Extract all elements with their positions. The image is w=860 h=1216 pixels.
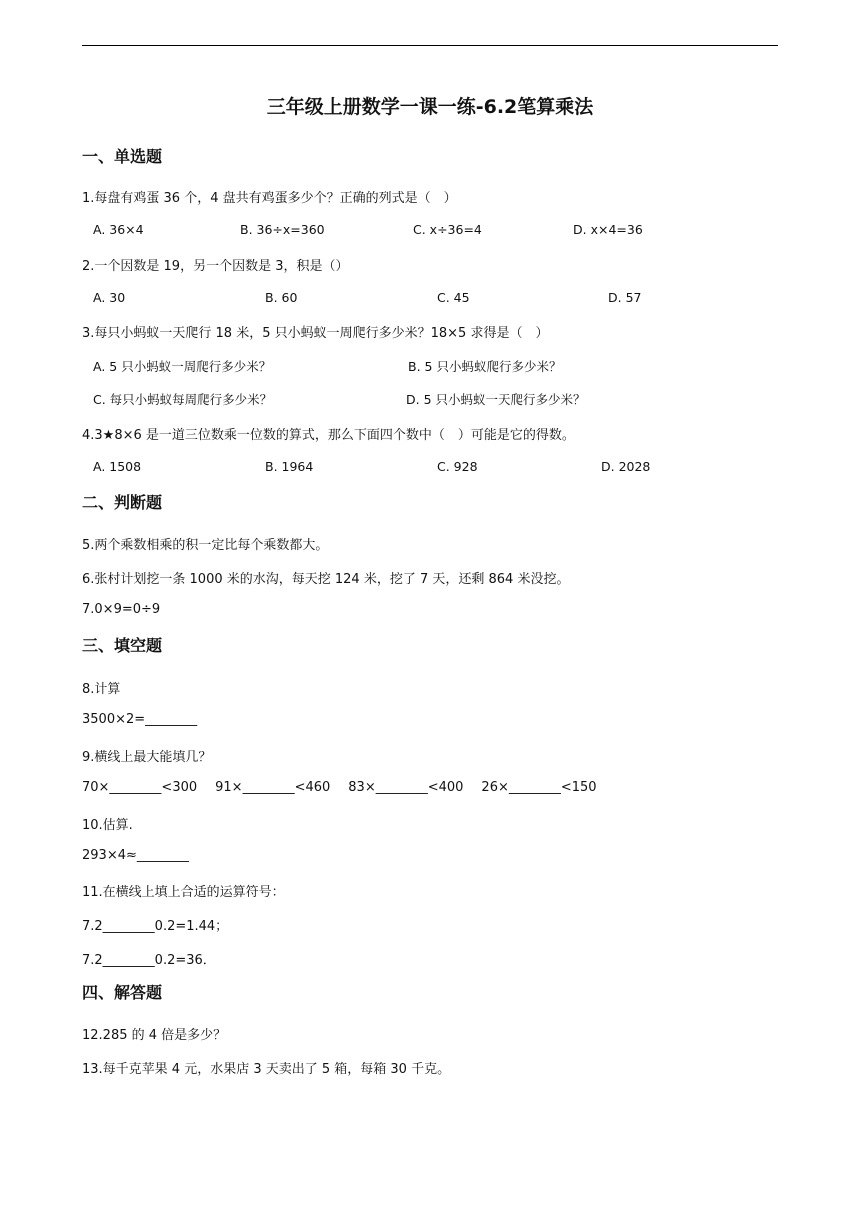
q3-option-a: A. 5 只小蚂蚁一周爬行多少米？ [93, 359, 272, 374]
question-1: 1.每盘有鸡蛋 36 个，4 盘共有鸡蛋多少个？正确的列式是（ ） [82, 191, 457, 206]
q2-option-b: B. 60 [265, 290, 298, 305]
q9-item-1: 70×________<300 [82, 780, 198, 795]
q11-blank-line-2: 7.2________0.2=36． [82, 953, 216, 968]
q10-blank-line: 293×4≈________ [82, 848, 189, 863]
question-8: 8.计算 [82, 682, 121, 697]
q1-option-a: A. 36×4 [93, 222, 144, 237]
question-10: 10.估算. [82, 818, 133, 833]
question-9: 9.横线上最大能填几？ [82, 750, 212, 765]
section-heading-true-false: 二、判断题 [82, 493, 163, 512]
q1-option-d: D. x×4=36 [573, 222, 643, 237]
q2-option-a: A. 30 [93, 290, 126, 305]
q3-option-b: B. 5 只小蚂蚁爬行多少米？ [408, 359, 562, 374]
question-4: 4.3★8×6 是一道三位数乘一位数的算式，那么下面四个数中（ ）可能是它的得数。 [82, 428, 575, 443]
question-6: 6.张村计划挖一条 1000 米的水沟，每天挖 124 米，挖了 7 天，还剩 864 米没挖。 [82, 572, 570, 587]
q9-blank-row [82, 780, 615, 795]
q4-option-c: C. 928 [437, 459, 478, 474]
question-12: 12.285 的 4 倍是多少？ [82, 1028, 227, 1043]
question-3: 3.每只小蚂蚁一天爬行 18 米，5 只小蚂蚁一周爬行多少米？18×5 求得是（ ） [82, 326, 549, 341]
section-heading-single-choice: 一、单选题 [82, 147, 163, 166]
q4-option-a: A. 1508 [93, 459, 142, 474]
q2-option-c: C. 45 [437, 290, 470, 305]
q8-blank-line: 3500×2=________ [82, 712, 198, 727]
q3-option-d: D. 5 只小蚂蚁一天爬行多少米？ [406, 392, 586, 407]
question-13: 13.每千克苹果 4 元，水果店 3 天卖出了 5 箱，每箱 30 千克。 [82, 1062, 451, 1077]
q9-item-3: 83×________<400 [348, 780, 464, 795]
section-heading-solve: 四、解答题 [82, 983, 163, 1002]
question-5: 5.两个乘数相乘的积一定比每个乘数都大。 [82, 538, 329, 553]
q1-option-b: B. 36÷x=360 [240, 222, 325, 237]
q3-option-c: C. 每只小蚂蚁每周爬行多少米？ [93, 392, 273, 407]
q4-option-b: B. 1964 [265, 459, 314, 474]
q9-item-4: 26×________<150 [481, 780, 597, 795]
q2-option-d: D. 57 [608, 290, 642, 305]
question-2: 2.一个因数是 19，另一个因数是 3，积是（） [82, 259, 349, 274]
q4-option-d: D. 2028 [601, 459, 651, 474]
q11-blank-line-1: 7.2________0.2=1.44； [82, 919, 229, 934]
question-11: 11.在横线上填上合适的运算符号： [82, 885, 285, 900]
question-7: 7.0×9=0÷9 [82, 602, 161, 617]
q9-item-2: 91×________<460 [215, 780, 331, 795]
page-title: 三年级上册数学一课一练-6.2笔算乘法 [266, 96, 594, 118]
section-heading-fill-in: 三、填空题 [82, 636, 163, 655]
q1-option-c: C. x÷36=4 [413, 222, 482, 237]
header-rule [82, 45, 778, 46]
